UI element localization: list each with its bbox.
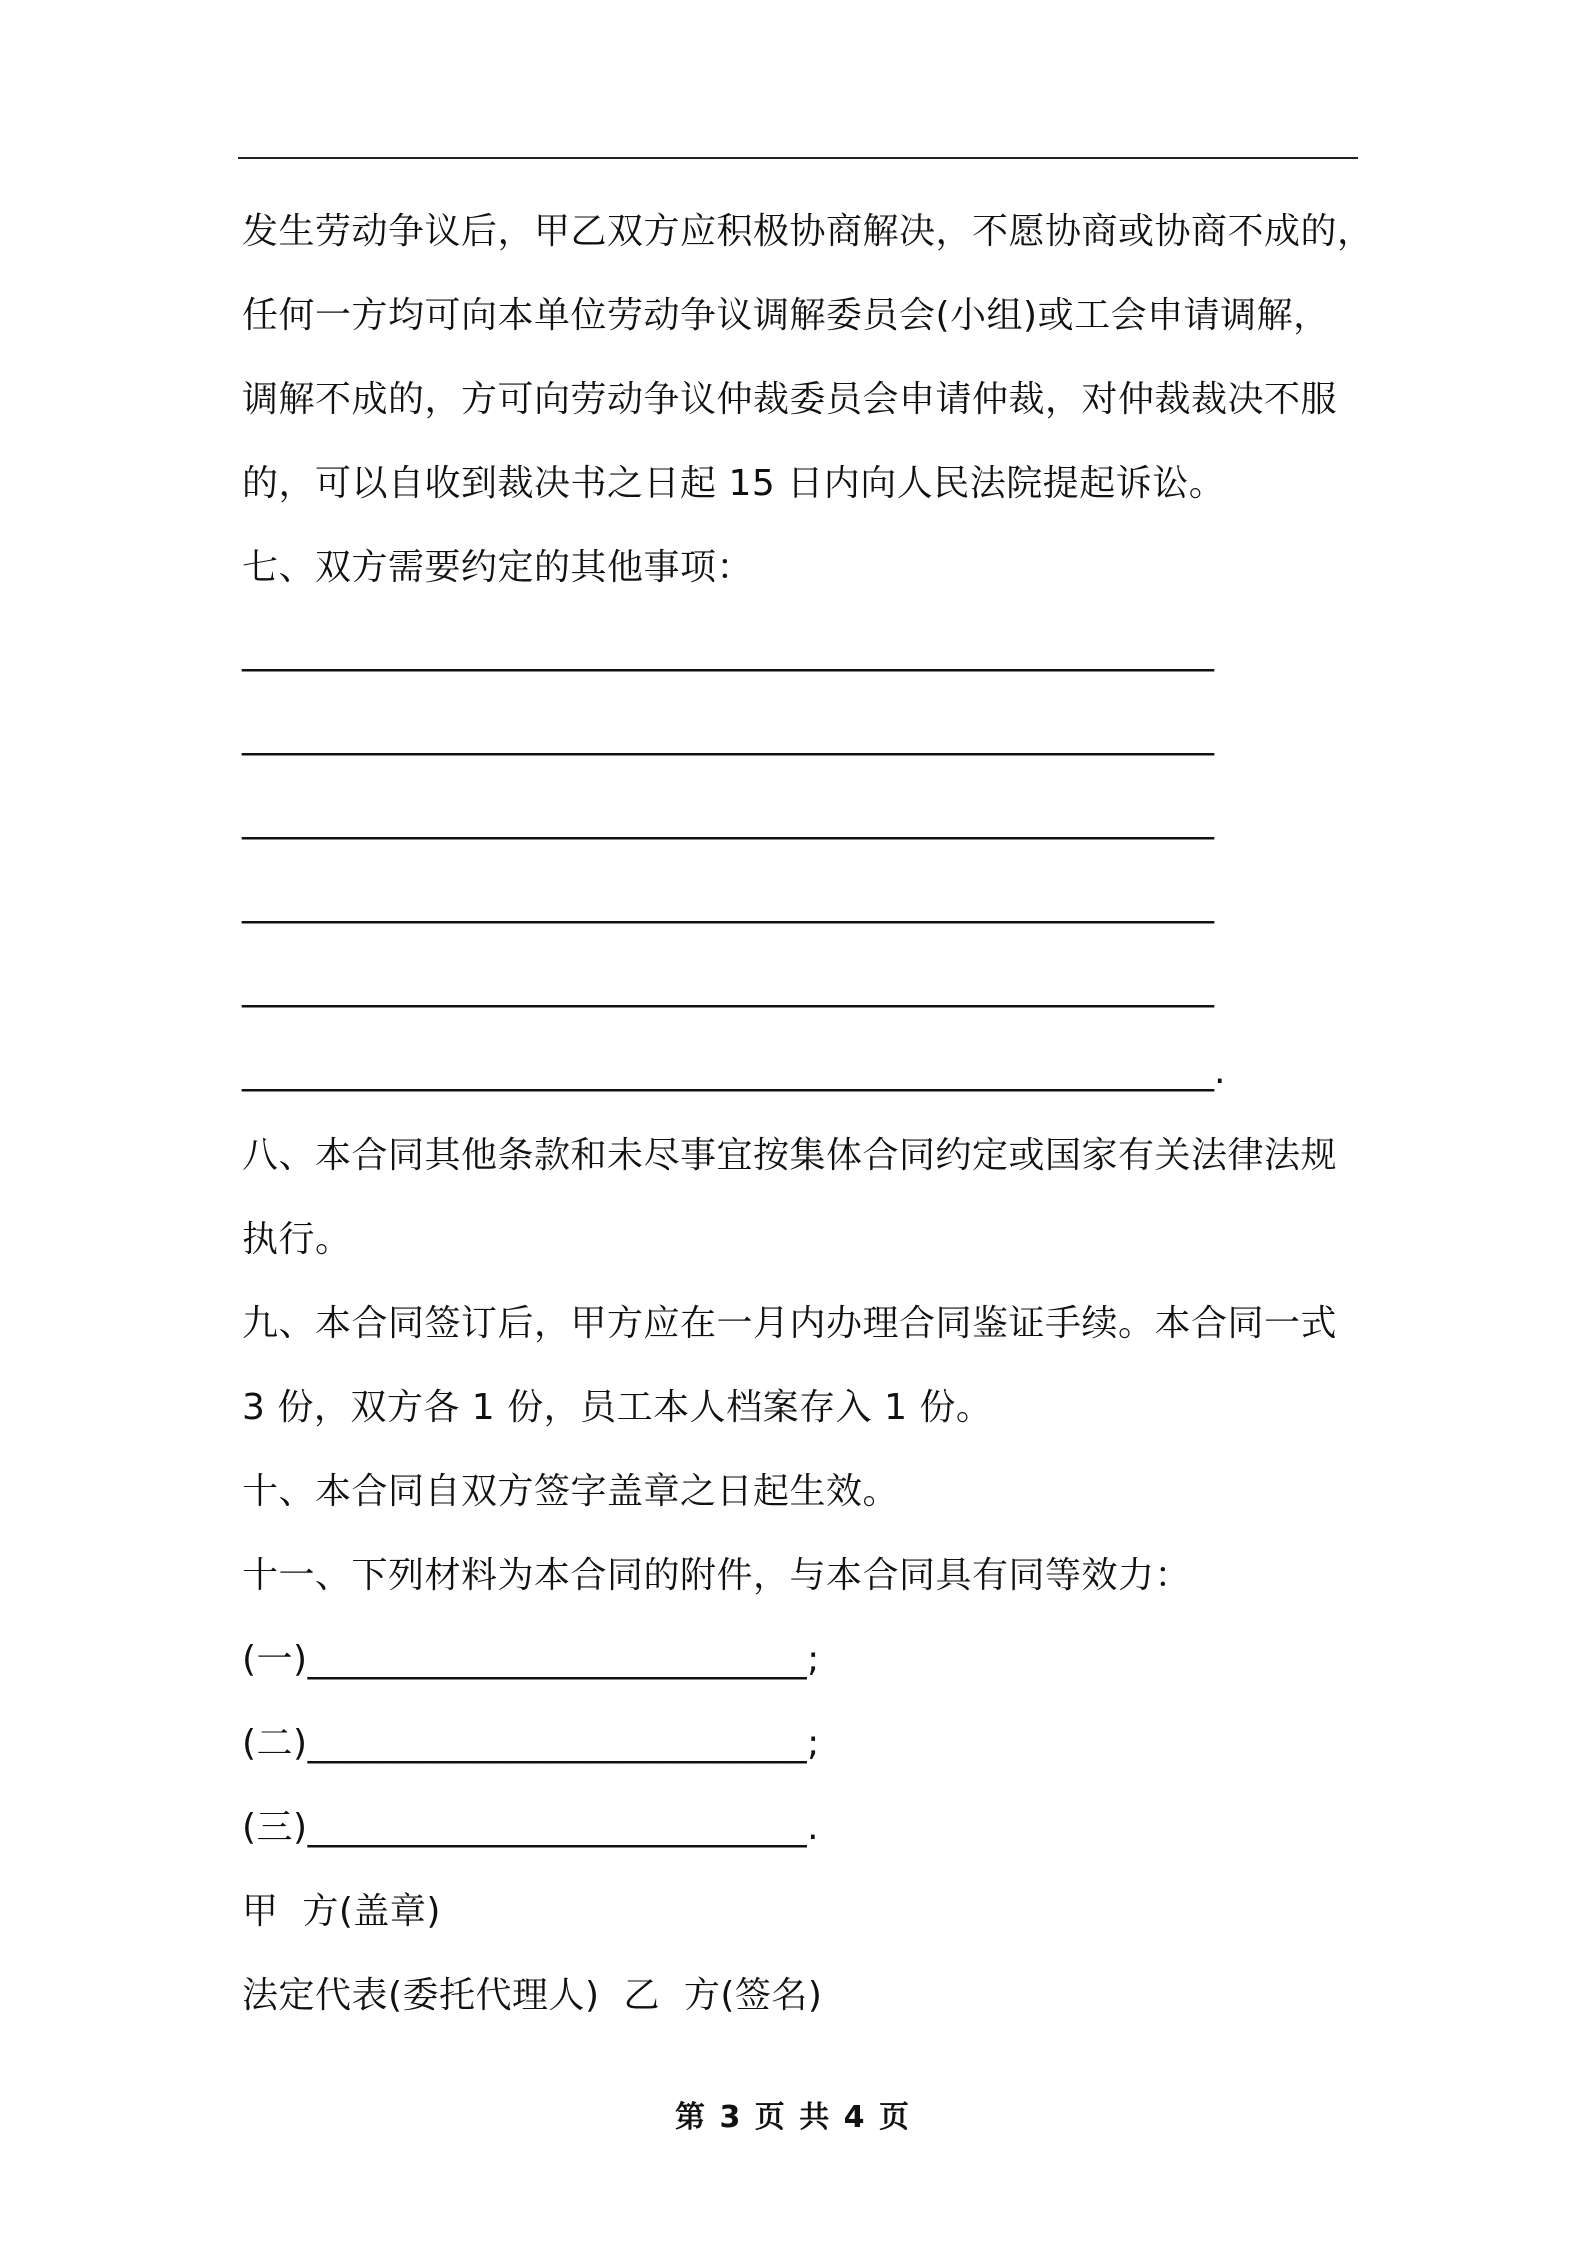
fill-in-line: ______________________________________________________ — [242, 883, 1214, 924]
section-9-line: 3 份，双方各 1 份，员工本人档案存入 1 份。 — [242, 1387, 993, 1428]
document-body — [242, 190, 1374, 2038]
page-number: 第 3 页 共 4 页 — [675, 2100, 911, 2135]
attachment-line: (三)___________________________. — [242, 1807, 820, 1848]
section-8-line: 执行。 — [242, 1219, 352, 1260]
paragraph-line: 任何一方均可向本单位劳动争议调解委员会(小组)或工会申请调解， — [242, 295, 1330, 336]
section-11-title: 十一、下列材料为本合同的附件，与本合同具有同等效力： — [242, 1555, 1192, 1596]
paragraph-line: 调解不成的，方可向劳动争议仲裁委员会申请仲裁，对仲裁裁决不服 — [242, 379, 1338, 420]
signature-line: 法定代表(委托代理人) 乙 方(签名) — [242, 1975, 823, 2016]
paragraph-line: 的，可以自收到裁决书之日起 15 日内向人民法院提起诉讼。 — [242, 463, 1226, 504]
paragraph-line: 发生劳动争议后，甲乙双方应积极协商解决，不愿协商或协商不成的， — [242, 211, 1374, 252]
fill-in-line: ______________________________________________________. — [242, 1051, 1226, 1092]
section-9-line: 九、本合同签订后，甲方应在一月内办理合同鉴证手续。本合同一式 — [242, 1303, 1338, 1344]
fill-in-line: ______________________________________________________ — [242, 715, 1214, 756]
party-a-seal: 甲 方(盖章) — [242, 1891, 441, 1932]
section-8-line: 八、本合同其他条款和未尽事宜按集体合同约定或国家有关法律法规 — [242, 1135, 1338, 1176]
attachment-line: (一)___________________________; — [242, 1639, 820, 1680]
section-7-title: 七、双方需要约定的其他事项： — [242, 547, 754, 588]
fill-in-line: ______________________________________________________ — [242, 631, 1214, 672]
fill-in-line: ______________________________________________________ — [242, 799, 1214, 840]
attachment-line: (二)___________________________; — [242, 1723, 820, 1764]
fill-in-line: ______________________________________________________ — [242, 967, 1214, 1008]
header-rule — [238, 157, 1358, 159]
section-10: 十、本合同自双方签字盖章之日起生效。 — [242, 1471, 900, 1512]
